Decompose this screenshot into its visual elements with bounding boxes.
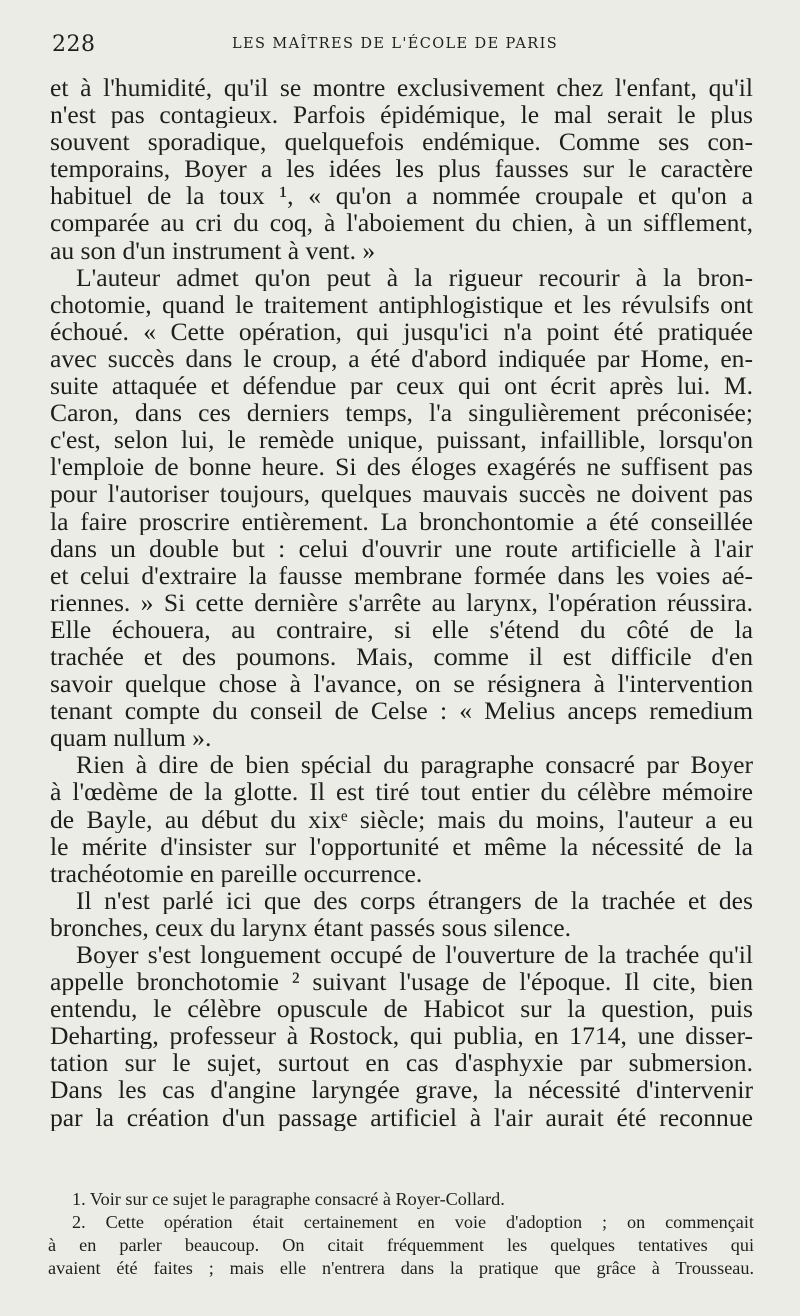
text-line: et à l'humidité, qu'il se montre exclusivement chez l'enfant, qu'il [50, 74, 753, 102]
text-line: Dans les cas d'angine laryngée grave, la nécessité d'intervenir [50, 1076, 753, 1104]
text-line: la faire proscrire entièrement. La bronchontomie a été conseillée [50, 507, 753, 535]
footnote-2-continued: à en parler beaucoup. On citait fréquemment les quelques tentatives qui [48, 1235, 754, 1255]
text-line: Elle échouera, au contraire, si elle s'étend du côté de la [50, 615, 753, 643]
text-line: au son d'un instrument à vent. » [50, 236, 376, 264]
footnote-1: 1. Voir sur ce sujet le paragraphe consacré à Royer-Collard. [72, 1189, 505, 1209]
body-text [50, 74, 753, 1131]
text-line: et celui d'extraire la fausse membrane formée dans les voies aé- [50, 561, 753, 589]
text-line: c'est, selon lui, le remède unique, puissant, infaillible, lorsqu'on [50, 426, 753, 454]
text-line: trachée et des poumons. Mais, comme il est difficile d'en [50, 642, 753, 671]
text-line: appelle bronchotomie ² suivant l'usage de l'époque. Il cite, bien [50, 968, 753, 996]
text-line: suite attaquée et défendue par ceux qui ont écrit après lui. M. [50, 372, 753, 400]
footnote-2: 2. Cette opération était certainement en voie d'adoption ; on commençait [72, 1212, 754, 1232]
text-line: trachéotomie en pareille occurrence. [50, 859, 423, 887]
text-line: par la création d'un passage artificiel à l'air aurait été reconnue [50, 1103, 753, 1131]
text-line: bronches, ceux du larynx étant passés sous silence. [50, 913, 571, 941]
text-line: à l'œdème de la glotte. Il est tiré tout entier du célèbre mémoire [50, 778, 753, 806]
text-line: quam nullum ». [50, 724, 212, 752]
text-line: l'emploie de bonne heure. Si des éloges exagérés ne suffisent pas [50, 453, 753, 481]
text-line: riennes. » Si cette dernière s'arrête au larynx, l'opération réussira. [50, 588, 753, 616]
text-line: dans un double but : celui d'ouvrir une route artificielle à l'air [50, 534, 753, 562]
running-head: LES MAÎTRES DE L'ÉCOLE DE PARIS [232, 36, 559, 52]
text-line: tation sur le sujet, surtout en cas d'asphyxie par submersion. [50, 1049, 753, 1077]
text-line: habituel de la toux ¹, « qu'on a nommée croupale et qu'on a [50, 182, 753, 210]
page-number: 228 [52, 32, 96, 57]
text-line: comparée au cri du coq, à l'aboiement du chien, à un sifflement, [50, 209, 753, 237]
paragraph-start-line: Rien à dire de bien spécial du paragraphe consacré par Boyer [76, 751, 753, 779]
footnote-2-continued: avaient été faites ; mais elle n'entrera dans la pratique que grâce à Trousseau. [48, 1258, 754, 1278]
text-line: le mérite d'insister sur l'opportunité et même la nécessité de la [50, 832, 753, 860]
text-line: Caron, dans ces derniers temps, l'a singulièrement préconisée; [50, 399, 753, 427]
text-line: pour l'autoriser toujours, quelques mauvais succès ne doivent pas [50, 480, 753, 508]
page-header [52, 32, 752, 62]
text-line: tenant compte du conseil de Celse : « Melius anceps remedium [50, 697, 753, 725]
paragraph-start-line: Il n'est parlé ici que des corps étrangers de la trachée et des [76, 886, 753, 914]
text-line: avec succès dans le croup, a été d'abord indiquée par Home, en- [50, 344, 753, 373]
text-line: temporains, Boyer a les idées les plus fausses sur le caractère [50, 155, 753, 183]
text-line: échoué. « Cette opération, qui jusqu'ici n'a point été pratiquée [50, 317, 753, 345]
paragraph-start-line: L'auteur admet qu'on peut à la rigueur recourir à la bron- [76, 263, 753, 291]
text-line: savoir quelque chose à l'avance, on se résignera à l'intervention [50, 670, 753, 698]
text-line: entendu, le célèbre opuscule de Habicot sur la question, puis [50, 995, 753, 1023]
footnotes [48, 1188, 754, 1280]
text-line: souvent sporadique, quelquefois endémique. Comme ses con- [50, 128, 753, 156]
text-line: Deharting, professeur à Rostock, qui publia, en 1714, une disser- [50, 1022, 753, 1050]
text-line: n'est pas contagieux. Parfois épidémique, le mal serait le plus [50, 101, 753, 129]
text-line: chotomie, quand le traitement antiphlogistique et les révulsifs ont [50, 290, 753, 318]
paragraph-start-line: Boyer s'est longuement occupé de l'ouverture de la trachée qu'il [76, 941, 753, 969]
text-line: de Bayle, au début du xixᵉ siècle; mais du moins, l'auteur a eu [50, 805, 753, 833]
